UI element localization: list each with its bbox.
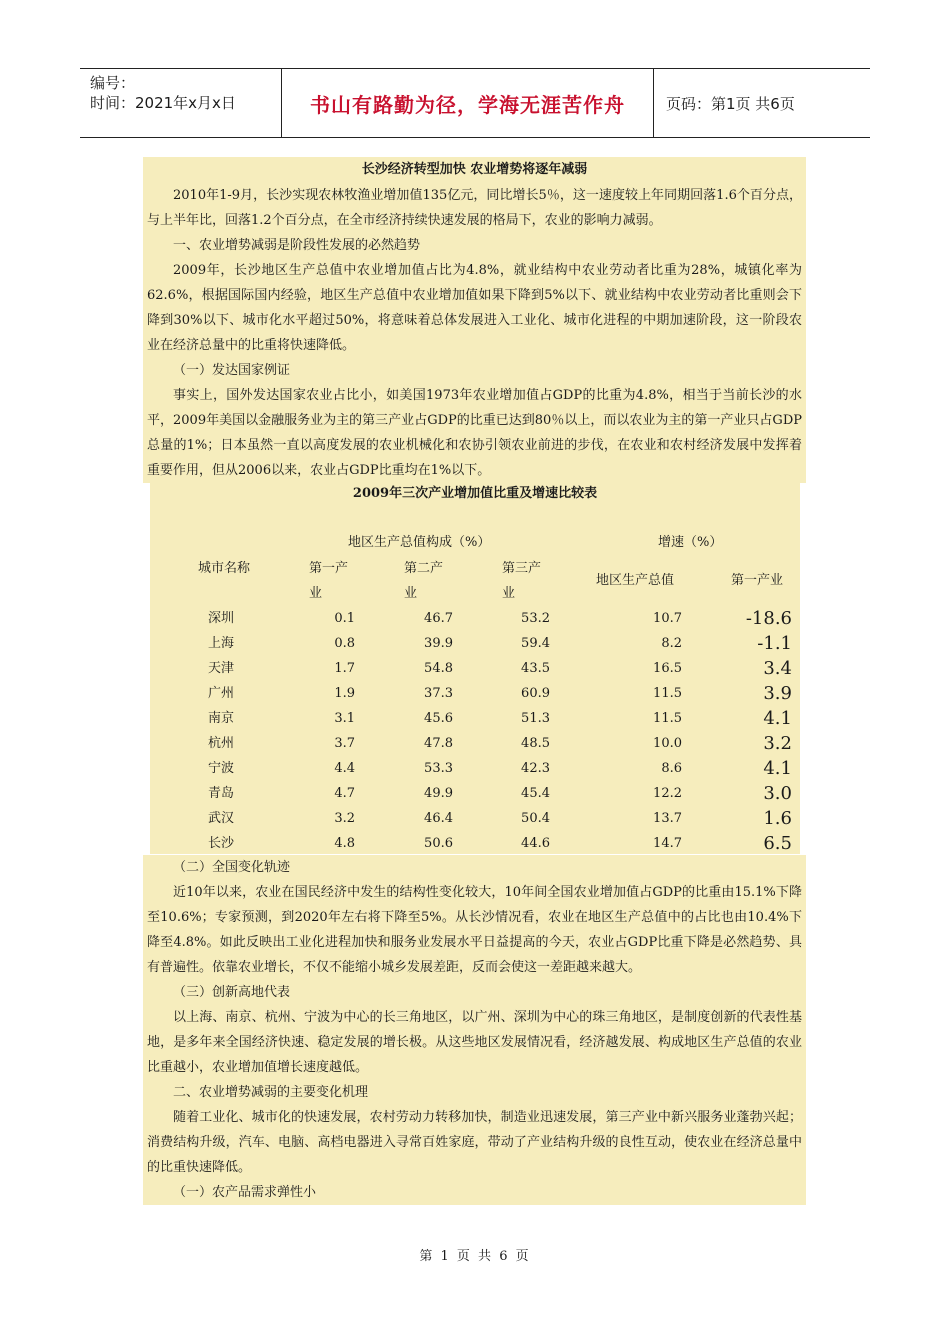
cell-gdp-growth: 8.2 [661,636,682,651]
serial-number-label: 编号： [90,74,136,92]
subsection-heading-national-trend: （二）全国变化轨迹 [173,860,291,875]
header-motto-cell [282,69,654,137]
paragraph-innovation: 以上海、南京、杭州、宁波为中心的长三角地区，以广州、深圳为中心的珠三角地区，是制度创新的代表性基地，是多年来全国经济快速、稳定发展的增长极。从这些地区发展情况看，经济越发展、构成地区生产总值的农业比重越小，农业增加值增长速度越低。 [147,1010,802,1075]
cell-tertiary-share: 59.4 [521,636,550,651]
table-title: 2009年三次产业增加值比重及增速比较表 [352,486,598,501]
article-continued [143,855,806,1205]
subsection-heading-innovation: （三）创新高地代表 [173,985,291,1000]
cell-city: 深圳 [208,611,235,626]
date-label: 时间：2021年x月x日 [90,94,236,112]
cell-primary-share: 4.8 [334,836,355,851]
section-heading-2: 二、农业增势减弱的主要变化机理 [173,1085,369,1100]
cell-city: 杭州 [208,736,235,751]
subsection-heading-developed-countries: （一）发达国家例证 [173,363,291,378]
cell-primary-growth: 4.1 [763,708,792,729]
paragraph-2009-stats: 2009年，长沙地区生产总值中农业增加值占比为4.8%，就业结构中农业劳动者比重为28%，城镇化率为62.6%，根据国际国内经验，地区生产总值中农业增加值如果下降到5%以下、就业结构中农业劳动者比重则会下降到30%以下、城市化水平超过50%，将意味着总体发展进入工业化、城市化进程的中期加速阶段，这一阶段农业在经济总量中的比重将快速降低。 [147,263,802,353]
article-title: 长沙经济转型加快 农业增势将逐年减弱 [361,162,588,177]
cell-city: 宁波 [208,761,235,776]
cell-primary-share: 3.2 [334,811,355,826]
cell-city: 广州 [208,686,235,701]
cell-gdp-growth: 11.5 [653,711,682,726]
cell-city: 天津 [208,661,235,676]
motto-text: 书山有路勤为径，学海无涯苦作舟 [310,92,625,117]
page-footer: 第 1 页 共 6 页 [419,1249,531,1264]
cell-tertiary-share: 53.2 [521,611,550,626]
cell-city: 武汉 [208,811,235,826]
header-city: 城市名称 [198,561,251,576]
cell-gdp-growth: 10.7 [653,611,682,626]
cell-primary-growth: 3.4 [763,658,792,679]
cell-primary-share: 4.4 [334,761,355,776]
cell-tertiary-share: 44.6 [521,836,550,851]
paragraph-intro: 2010年1-9月，长沙实现农林牧渔业增加值135亿元，同比增长5％，这一速度较上年同期回落1.6个百分点，与上半年比，回落1.2个百分点，在全市经济持续快速发展的格局下，农业的影响力减弱。 [147,188,802,228]
header-gdp-growth: 地区生产总值 [596,573,675,588]
header-group-gdp-composition: 地区生产总值构成（%） [348,535,491,550]
header-primary-line2: 业 [309,586,323,601]
header-secondary-line1: 第二产 [404,561,444,576]
cell-secondary-share: 49.9 [424,786,453,801]
header-secondary-line2: 业 [404,586,418,601]
article-intro [143,157,806,483]
cell-secondary-share: 47.8 [424,736,453,751]
cell-primary-share: 1.7 [334,661,355,676]
cell-secondary-share: 39.9 [424,636,453,651]
section-heading-1: 一、农业增势减弱是阶段性发展的必然趋势 [173,238,421,253]
header-group-growth: 增速（%） [658,535,723,550]
cell-city: 青岛 [208,786,235,801]
cell-secondary-share: 37.3 [424,686,453,701]
cell-primary-growth: 3.0 [763,783,792,804]
cell-primary-share: 1.9 [334,686,355,701]
cell-tertiary-share: 48.5 [521,736,550,751]
cell-city: 上海 [208,636,235,651]
cell-gdp-growth: 13.7 [653,811,682,826]
cell-primary-growth: -1.1 [757,633,792,654]
cell-gdp-growth: 12.2 [653,786,682,801]
cell-primary-share: 0.8 [334,636,355,651]
header-meta-cell [80,69,282,137]
paragraph-mechanism: 随着工业化、城市化的快速发展，农村劳动力转移加快，制造业迅速发展，第三产业中新兴服务业蓬勃兴起；消费结构升级，汽车、电脑、高档电器进入寻常百姓家庭，带动了产业结构升级的良性互动，使农业在经济总量中的比重快速降低。 [147,1110,802,1175]
cell-tertiary-share: 51.3 [521,711,550,726]
cell-city: 长沙 [208,836,235,851]
document-header [80,68,870,138]
cell-gdp-growth: 11.5 [653,686,682,701]
cell-primary-growth: -18.6 [745,608,792,629]
cell-secondary-share: 54.8 [424,661,453,676]
cell-tertiary-share: 45.4 [521,786,550,801]
cell-gdp-growth: 10.0 [653,736,682,751]
header-page-cell [654,69,870,137]
cell-secondary-share: 46.7 [424,611,453,626]
cell-gdp-growth: 14.7 [653,836,682,851]
cell-tertiary-share: 50.4 [521,811,550,826]
cell-primary-growth: 6.5 [763,833,792,854]
header-tertiary-line2: 业 [502,586,516,601]
cell-secondary-share: 53.3 [424,761,453,776]
cell-primary-share: 3.1 [334,711,355,726]
cell-secondary-share: 46.4 [424,811,453,826]
cell-primary-growth: 4.1 [763,758,792,779]
cell-primary-share: 0.1 [334,611,355,626]
cell-tertiary-share: 60.9 [521,686,550,701]
cell-primary-share: 3.7 [334,736,355,751]
cell-primary-growth: 3.2 [763,733,792,754]
cell-gdp-growth: 8.6 [661,761,682,776]
cell-secondary-share: 45.6 [424,711,453,726]
cell-tertiary-share: 43.5 [521,661,550,676]
header-primary-growth: 第一产业 [731,573,784,588]
header-primary-line1: 第一产 [309,561,349,576]
cell-primary-share: 4.7 [334,786,355,801]
paragraph-national-trend: 近10年以来，农业在国民经济中发生的结构性变化较大，10年间全国农业增加值占GDP的比重由15.1%下降至10.6%；专家预测，到2020年左右将下降至5%。从长沙情况看，农业在地区生产总值中的占比也由10.4%下降至4.8%。如此反映出工业化进程加快和服务业发展水平日益提高的今天，农业占GDP比重下降是必然趋势、具有普遍性。依靠农业增长，不仅不能缩小城乡发展差距，反而会使这一差距越来越大。 [147,885,802,975]
cell-city: 南京 [208,711,235,726]
page-indicator: 页码：第1页 共6页 [666,94,795,113]
cell-secondary-share: 50.6 [424,836,453,851]
subsection-heading-demand-elasticity: （一）农产品需求弹性小 [173,1185,317,1200]
header-tertiary-line1: 第三产 [502,561,542,576]
comparison-table [150,482,800,854]
paragraph-developed-countries: 事实上，国外发达国家农业占比小，如美国1973年农业增加值占GDP的比重为4.8%，相当于当前长沙的水平，2009年美国以金融服务业为主的第三产业占GDP的比重已达到80％以上，而以农业为主的第一产业只占GDP总量的1%；日本虽然一直以高度发展的农业机械化和农协引领农业前进的步伐，在农业和农村经济发展中发挥着重要作用，但从2006以来，农业占GDP比重均在1%以下。 [147,388,802,478]
cell-tertiary-share: 42.3 [521,761,550,776]
cell-primary-growth: 1.6 [763,808,792,829]
cell-gdp-growth: 16.5 [653,661,682,676]
cell-primary-growth: 3.9 [763,683,792,704]
